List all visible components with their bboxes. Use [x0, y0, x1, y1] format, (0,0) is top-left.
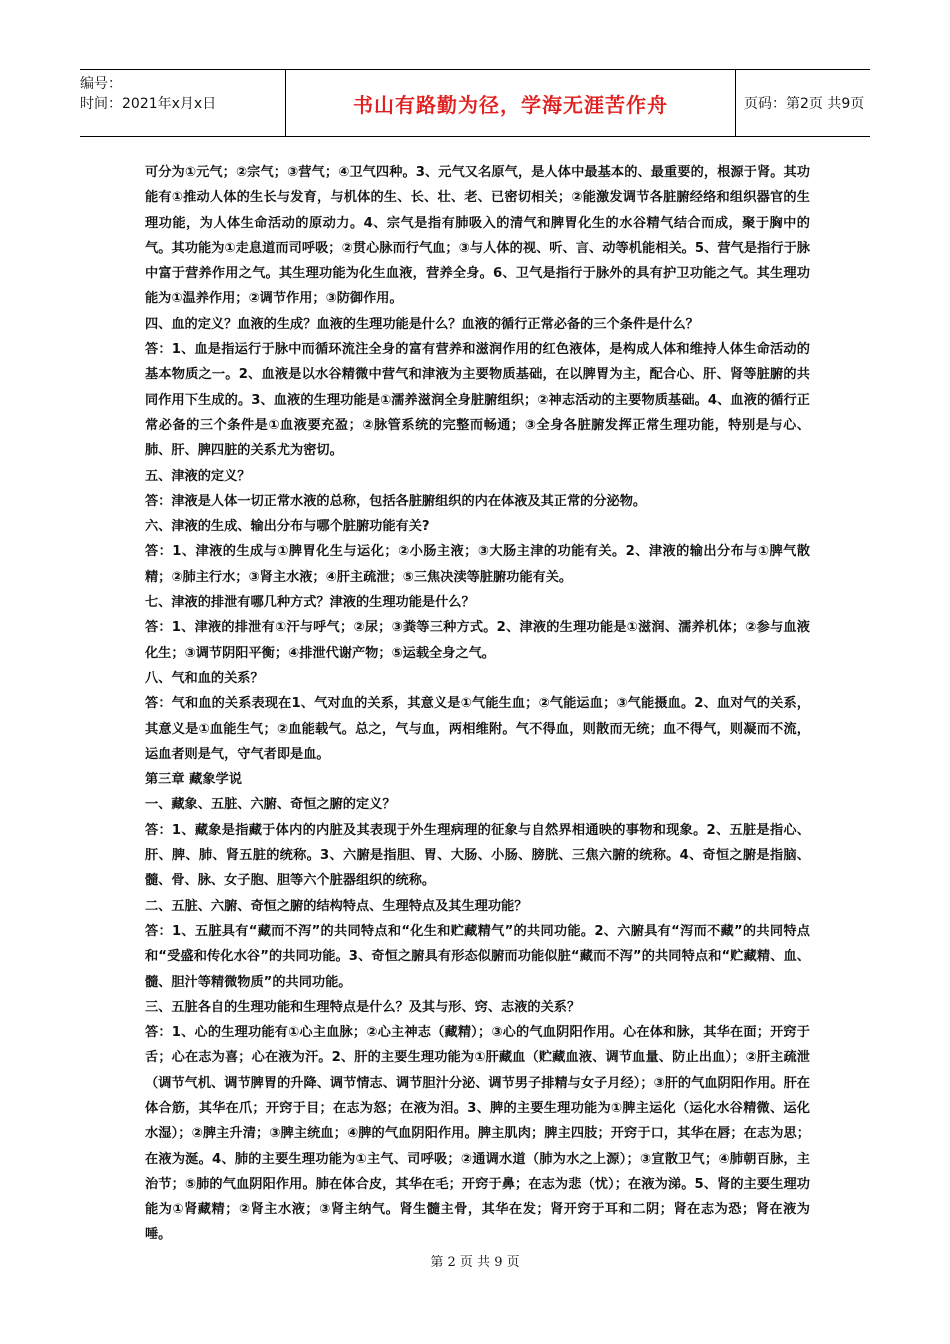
question-heading: 六、津液的生成、输出分布与哪个脏腑功能有关? [145, 519, 430, 535]
document-number-label: 编号： [80, 76, 122, 92]
question-heading: 七、津液的排泄有哪几种方式？津液的生理功能是什么？ [145, 595, 475, 611]
answer-paragraph: 答：1、津液的排泄有①汗与呼气；②尿；③粪等三种方式。2、津液的生理功能是①滋润、濡养机体；②参与血液化生；③调节阴阳平衡；④排泄代谢产物；⑤运载全身之气。 [145, 620, 810, 661]
question-heading: 一、藏象、五脏、六腑、奇恒之腑的定义？ [145, 797, 396, 813]
answer-paragraph: 答：1、心的生理功能有①心主血脉；②心主神志（藏精）；③心的气血阴阳作用。心在体和脉，其华在面；开窍于舌；心在志为喜；心在液为汗。2、肝的主要生理功能为①肝藏血（贮藏血液、调节血量、防止出血）；②肝主疏泄（调节气机、调节脾胃的升降、调节情志、调节胆汁分泌、调节男子排精与女子月经）；③肝的气血阴阳作用。肝在体合筋，其华在爪；开窍于目；在志为怒；在液为泪。3、脾的主要生理功能为①脾主运化（运化水谷精微、运化水湿）；②脾主升清；③脾主统血；④脾的气血阴阳作用。脾主肌肉；脾主四肢；开窍于口，其华在唇；在志为思；在液为涎。4、肺的主要生理功能为①主气、司呼吸；②通调水道（肺为水之上源）；③宣散卫气；④肺朝百脉，主治节；⑤肺的气血阴阳作用。肺在体合皮，其华在毛；开窍于鼻；在志为悲（忧）；在液为涕。5、肾的主要生理功能为①肾藏精；②肾主水液；③肾主纳气。肾生髓主骨，其华在发；肾开窍于耳和二阴；肾在志为恐；肾在液为唾。 [145, 1025, 810, 1243]
answer-paragraph: 答：津液是人体一切正常水液的总称，包括各脏腑组织的内在体液及其正常的分泌物。 [145, 493, 647, 509]
paragraph: 可分为①元气；②宗气；③营气；④卫气四种。3、元气又名原气，是人体中最基本的、最重要的，根源于肾。其功能有①推动人体的生长与发育，与机体的生、长、壮、老、已密切相关；②能激发调节各脏腑经络和组织器官的生理功能，为人体生命活动的原动力。4、宗气是指有肺吸入的清气和脾胃化生的水谷精气结合而成，聚于胸中的气。其功能为①走息道而司呼吸；②贯心脉而行气血；③与人体的视、听、言、动等机能相关。5、营气是指行于脉中富于营养作用之气。其生理功能为化生血液，营养全身。6、卫气是指行于脉外的具有护卫功能之气。其生理功能为①温养作用；②调节作用；③防御作用。 [145, 165, 810, 307]
answer-paragraph: 答：1、五脏具有“藏而不泻”的共同特点和“化生和贮藏精气”的共同功能。2、六腑具有“泻而不藏”的共同特点和“受盛和传化水谷”的共同功能。3、奇恒之腑具有形态似腑而功能似脏“藏而不泻”的共同特点和“贮藏精、血、髓、胆汁等精微物质”的共同功能。 [145, 923, 810, 990]
page-footer: 第 2 页 共 9 页 [430, 1255, 520, 1270]
question-heading: 四、血的定义？血液的生成？血液的生理功能是什么？血液的循行正常必备的三个条件是什么？ [145, 316, 699, 332]
chapter-heading: 第三章 藏象学说 [145, 772, 242, 788]
answer-paragraph: 答：1、血是指运行于脉中而循环流注全身的富有营养和滋润作用的红色液体，是构成人体和维持人体生命活动的基本物质之一。2、血液是以水谷精微中营气和津液为主要物质基础，在以脾胃为主，配合心、肝、肾等脏腑的共同作用下生成的。3、血液的生理功能是①濡养滋润全身脏腑组织；②神志活动的主要物质基础。4、血液的循行正常必备的三个条件是①血液要充盈；②脉管系统的完整而畅通；③全身各脏腑发挥正常生理功能，特别是与心、肺、肝、脾四脏的关系尤为密切。 [145, 342, 810, 459]
header-motto: 书山有路勤为径，学海无涯苦作舟 [285, 70, 736, 136]
header-page-info-cell [734, 70, 870, 136]
answer-paragraph: 答：1、藏象是指藏于体内的内脏及其表现于外生理病理的征象与自然界相通映的事物和现象。2、五脏是指心、肝、脾、肺、肾五脏的统称。3、六腑是指胆、胃、大肠、小肠、膀胱、三焦六腑的统称。4、奇恒之腑是指脑、髓、骨、脉、女子胞、胆等六个脏器组织的统称。 [145, 822, 810, 889]
question-heading: 二、五脏、六腑、奇恒之腑的结构特点、生理特点及其生理功能？ [145, 898, 528, 914]
document-time-label: 时间：2021年x月x日 [80, 96, 217, 112]
answer-paragraph: 答：1、津液的生成与①脾胃化生与运化；②小肠主液；③大肠主津的功能有关。2、津液的输出分布与①脾气散精；②肺主行水；③肾主水液；④肝主疏泄；⑤三焦决渎等脏腑功能有关。 [145, 544, 810, 585]
question-heading: 三、五脏各自的生理功能和生理特点是什么？及其与形、窍、志液的关系？ [145, 999, 581, 1015]
answer-paragraph: 答：气和血的关系表现在1、气对血的关系，其意义是①气能生血；②气能运血；③气能摄血。2、血对气的关系，其意义是①血能生气；②血能载气。总之，气与血，两相维附。气不得血，则散而无统；血不得气，则凝而不流，运血者则是气，守气者即是血。 [145, 696, 810, 762]
document-body [145, 160, 810, 1248]
header-left-cell [80, 70, 285, 140]
question-heading: 五、津液的定义？ [145, 468, 251, 484]
header-page-info: 页码：第2页 共9页 [744, 96, 865, 112]
question-heading: 八、气和血的关系？ [145, 670, 264, 686]
page-header [80, 69, 870, 137]
